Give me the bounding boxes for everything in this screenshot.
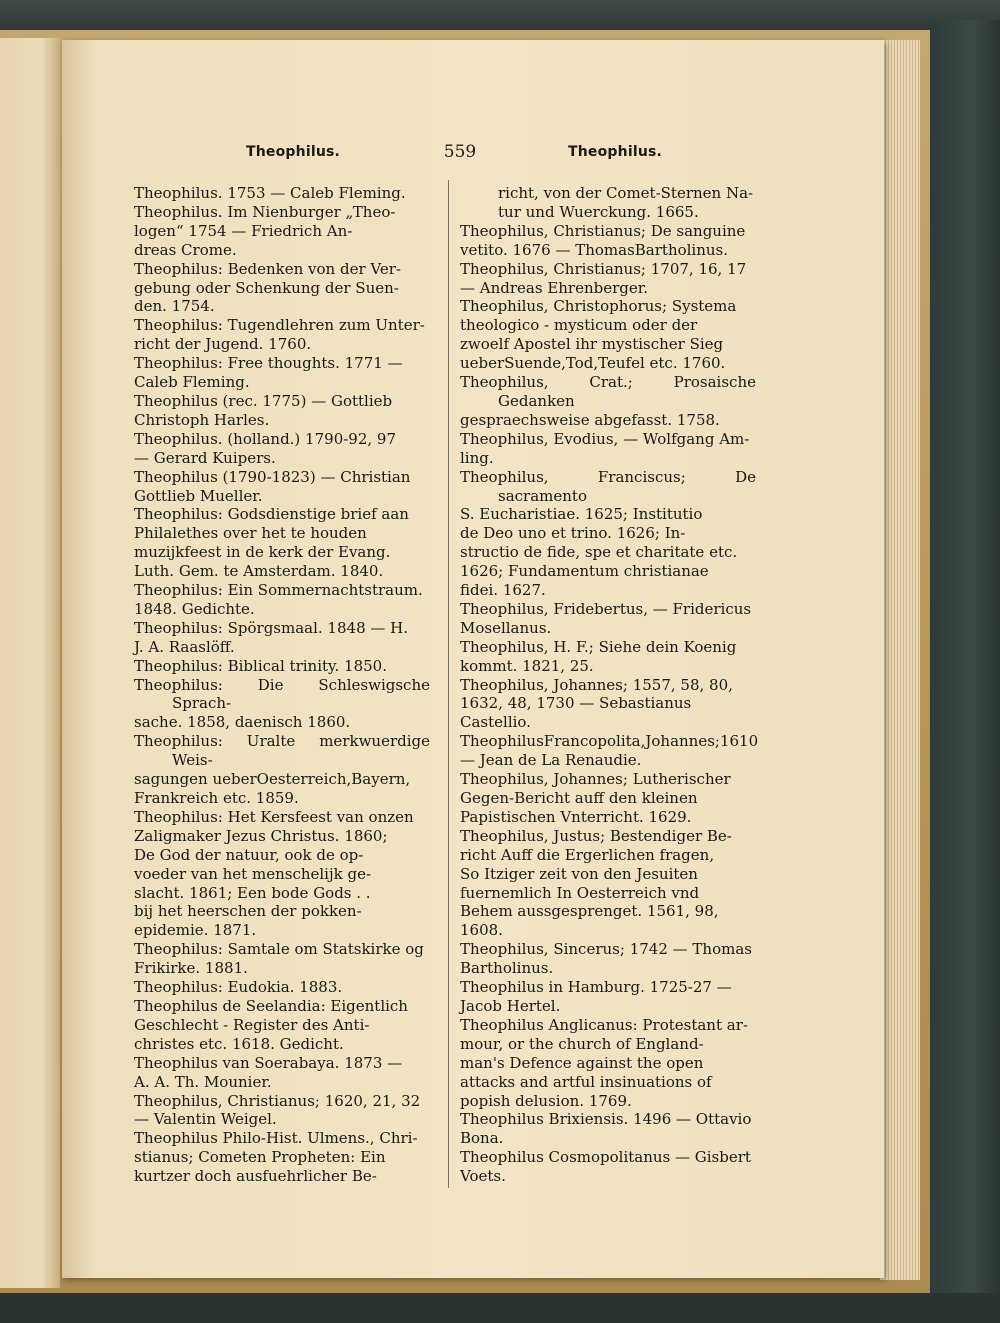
entry-line: Theophilus de Seelandia: Eigentlich: [134, 996, 408, 1015]
index-entry: [134, 978, 430, 997]
entry-line: Frankreich etc. 1859.: [134, 789, 299, 807]
entry-line: Theophilus, Sincerus; 1742 — Thomas: [460, 940, 752, 959]
entry-line: kommt. 1821, 25.: [460, 656, 594, 675]
entry-line: fidei. 1627.: [460, 581, 546, 600]
entry-line: muzijkfeest in de kerk der Evang.: [134, 543, 391, 562]
index-entry: [134, 619, 430, 657]
entry-line: Theophilus. Im Nienburger „Theo-: [134, 202, 396, 221]
entry-line: kurtzer doch ausfuehrlicher Be-: [134, 1167, 377, 1186]
entry-line: Gottlieb Mueller.: [134, 486, 263, 505]
entry-line: Theophilus, Christophorus; Systema: [460, 297, 737, 316]
entry-line: Theophilus, Christianus; 1620, 21, 32: [134, 1091, 421, 1110]
index-entry: [460, 770, 756, 827]
entry-line: Mosellanus.: [460, 618, 552, 637]
entry-line: Theophilus: Die Schleswigsche Sprach-: [134, 675, 430, 713]
entry-line: voeder van het menschelijk ge-: [134, 864, 372, 883]
index-entry: [134, 1054, 430, 1092]
entry-line: Theophilus Anglicanus: Protestant ar-: [460, 1015, 748, 1034]
index-entry: [134, 505, 430, 581]
entry-line: Castellio.: [460, 713, 531, 732]
entry-line: gespraechsweise abgefasst. 1758.: [460, 410, 720, 429]
index-entry: [134, 940, 430, 978]
entry-line: Theophilus, Justus; Bestendiger Be-: [460, 826, 732, 845]
entry-line: epidemie. 1871.: [134, 921, 257, 940]
index-entry: [460, 184, 756, 222]
entry-line: Theophilus, Johannes; Lutherischer: [460, 770, 731, 789]
index-entry: [134, 581, 430, 619]
entry-line: Theophilus: Bedenken von der Ver-: [134, 259, 401, 278]
entry-line: — Andreas Ehrenberger.: [460, 278, 649, 297]
index-entry: [460, 468, 756, 600]
index-entry: [134, 184, 430, 203]
entry-line: De God der natuur, ook de op-: [134, 845, 364, 864]
entry-line: Theophilus: Free thoughts. 1771 —: [134, 354, 403, 373]
entry-line: man's Defence against the open: [460, 1053, 704, 1072]
index-entry: [460, 297, 756, 373]
entry-line: Gegen-Bericht auff den kleinen: [460, 789, 698, 807]
entry-line: ueberSuende,Tod,Teufel etc. 1760.: [460, 354, 726, 373]
entry-line: sagungen ueberOesterreich,Bayern,: [134, 770, 411, 789]
entry-line: slacht. 1861; Een bode Gods . .: [134, 883, 371, 902]
entry-line: Theophilus, H. F.; Siehe dein Koenig: [460, 637, 737, 656]
index-entry: [134, 392, 430, 430]
index-entry: [460, 1110, 756, 1148]
entry-line: Bartholinus.: [460, 959, 554, 978]
entry-line: Christoph Harles.: [134, 410, 270, 429]
entry-line: — Jean de La Renaudie.: [460, 751, 642, 770]
index-entry: [134, 657, 430, 676]
index-entry: [134, 1092, 430, 1130]
entry-line: Theophilus, Johannes; 1557, 58, 80,: [460, 675, 733, 694]
right-column: [460, 184, 759, 1186]
entry-line: Theophilus (rec. 1775) — Gottlieb: [134, 391, 393, 410]
entry-line: zwoelf Apostel ihr mystischer Sieg: [460, 335, 724, 354]
entry-line: structio de fide, spe et charitate etc.: [460, 543, 738, 562]
entry-line: richt, von der Comet-Sternen Na-: [498, 184, 754, 202]
book-page: [62, 40, 884, 1278]
entry-line: attacks and artful insinuations of: [460, 1072, 712, 1091]
column-divider: [448, 180, 449, 1188]
entry-line: — Gerard Kuipers.: [134, 448, 276, 467]
entry-line: Theophilus in Hamburg. 1725-27 —: [460, 978, 732, 997]
page-number: 559: [443, 142, 477, 162]
index-entry: [134, 997, 430, 1054]
entry-line: gebung oder Schenkung der Suen-: [134, 278, 399, 297]
entry-line: Theophilus: Spörgsmaal. 1848 — H.: [134, 618, 408, 637]
entry-line: Theophilus, Evodius, — Wolfgang Am-: [460, 429, 750, 448]
index-entry: [134, 676, 430, 733]
book-cover-bottom: [0, 1293, 1000, 1323]
entry-line: Theophilus, Christianus; 1707, 16, 17: [460, 259, 747, 278]
entry-line: Luth. Gem. te Amsterdam. 1840.: [134, 562, 384, 581]
entry-line: Theophilus: Samtale om Statskirke og: [134, 940, 424, 959]
entry-line: — Valentin Weigel.: [134, 1110, 277, 1129]
entry-line: Voets.: [460, 1167, 506, 1186]
entry-line: 1848. Gedichte.: [134, 599, 255, 618]
entry-line: vetito. 1676 — ThomasBartholinus.: [460, 240, 729, 259]
entry-line: Theophilus, Christianus; De sanguine: [460, 221, 746, 240]
entry-line: dreas Crome.: [134, 240, 237, 259]
entry-line: sache. 1858, daenisch 1860.: [134, 713, 351, 732]
entry-line: Jacob Hertel.: [460, 996, 561, 1015]
index-entry: [134, 316, 430, 354]
entry-line: tur und Wuerckung. 1665.: [498, 202, 699, 221]
entry-line: Behem aussgesprenget. 1561, 98,: [460, 902, 719, 921]
facing-page-edge: [0, 38, 60, 1288]
book-cover-top: [0, 0, 1000, 30]
entry-line: Philalethes over het te houden: [134, 524, 367, 543]
entry-line: Theophilus van Soerabaya. 1873 —: [134, 1053, 403, 1072]
entry-line: J. A. Raaslöff.: [134, 637, 235, 656]
index-entry: [134, 260, 430, 317]
entry-line: S. Eucharistiae. 1625; Institutio: [460, 505, 703, 524]
index-entry: [134, 732, 430, 808]
entry-line: christes etc. 1618. Gedicht.: [134, 1034, 344, 1053]
index-entry: [460, 827, 756, 940]
index-entry: [134, 203, 430, 260]
entry-line: Theophilus, Crat.; Prosaische Gedanken: [460, 373, 756, 410]
entry-line: 1632, 48, 1730 — Sebastianus: [460, 694, 692, 713]
entry-line: Bona.: [460, 1129, 504, 1148]
index-entry: [460, 638, 756, 676]
entry-line: Theophilus Philo-Hist. Ulmens., Chri-: [134, 1129, 418, 1148]
index-entry: [460, 1148, 756, 1186]
index-entry: [134, 468, 430, 506]
running-header-right: Theophilus.: [568, 144, 663, 160]
entry-line: Theophilus: Biblical trinity. 1850.: [134, 656, 387, 675]
entry-line: 1608.: [460, 921, 503, 940]
index-entry: [460, 732, 759, 770]
entry-line: TheophilusFrancopolita,Johannes;1610: [460, 732, 759, 751]
entry-line: Theophilus (1790-1823) — Christian: [134, 467, 411, 486]
index-entry: [134, 430, 430, 468]
entry-line: fuernemlich In Oesterreich vnd: [460, 883, 700, 902]
entry-line: bij het heerschen der pokken-: [134, 902, 362, 921]
entry-line: Caleb Fleming.: [134, 373, 250, 392]
entry-line: Zaligmaker Jezus Christus. 1860;: [134, 826, 388, 845]
entry-line: 1626; Fundamentum christianae: [460, 562, 709, 581]
index-entry: [460, 1016, 756, 1111]
index-entry: [460, 373, 756, 430]
entry-line: de Deo uno et trino. 1626; In-: [460, 524, 686, 543]
entry-line: Theophilus: Godsdienstige brief aan: [134, 505, 409, 524]
entry-line: richt Auff die Ergerlichen fragen,: [460, 845, 715, 864]
entry-line: theologico - mysticum oder der: [460, 316, 698, 335]
entry-line: Theophilus: Eudokia. 1883.: [134, 978, 343, 997]
entry-line: den. 1754.: [134, 297, 215, 316]
entry-line: A. A. Th. Mounier.: [134, 1072, 272, 1091]
index-entry: [460, 978, 756, 1016]
entry-line: Theophilus: Ein Sommernachtstraum.: [134, 581, 423, 600]
entry-line: Frikirke. 1881.: [134, 959, 248, 978]
entry-line: Theophilus. 1753 — Caleb Fleming.: [134, 184, 406, 202]
entry-line: richt der Jugend. 1760.: [134, 335, 312, 354]
entry-line: logen“ 1754 — Friedrich An-: [134, 221, 353, 240]
book-cover-right: [930, 20, 1000, 1310]
entry-line: stianus; Cometen Propheten: Ein: [134, 1148, 386, 1167]
entry-line: mour, or the church of England-: [460, 1034, 704, 1053]
index-entry: [134, 354, 430, 392]
entry-line: Theophilus: Tugendlehren zum Unter-: [134, 316, 425, 335]
index-entry: [460, 600, 756, 638]
entry-line: Theophilus, Franciscus; De sacramento: [460, 467, 756, 505]
entry-line: popish delusion. 1769.: [460, 1091, 632, 1110]
index-entry: [460, 676, 756, 733]
entry-line: So Itziger zeit von den Jesuiten: [460, 864, 698, 883]
page-stack-edges: [880, 40, 920, 1280]
index-entry: [460, 222, 756, 260]
entry-line: Theophilus: Uralte merkwuerdige Weis-: [134, 732, 430, 770]
index-entry: [134, 1129, 430, 1186]
entry-line: Theophilus: Het Kersfeest van onzen: [134, 807, 414, 826]
index-entry: [460, 430, 756, 468]
index-entry: [460, 940, 756, 978]
running-header-left: Theophilus.: [246, 144, 341, 160]
entry-line: Papistischen Vnterricht. 1629.: [460, 807, 692, 826]
entry-line: Geschlecht - Register des Anti-: [134, 1015, 370, 1034]
entry-line: Theophilus. (holland.) 1790-92, 97: [134, 429, 397, 448]
index-entry: [134, 808, 430, 940]
entry-line: Theophilus, Fridebertus, — Fridericus: [460, 599, 752, 618]
entry-line: Theophilus Brixiensis. 1496 — Ottavio: [460, 1110, 752, 1129]
left-column: [134, 184, 430, 1186]
entry-line: Theophilus Cosmopolitanus — Gisbert: [460, 1148, 751, 1167]
index-entry: [460, 260, 756, 298]
entry-line: ling.: [460, 448, 494, 467]
